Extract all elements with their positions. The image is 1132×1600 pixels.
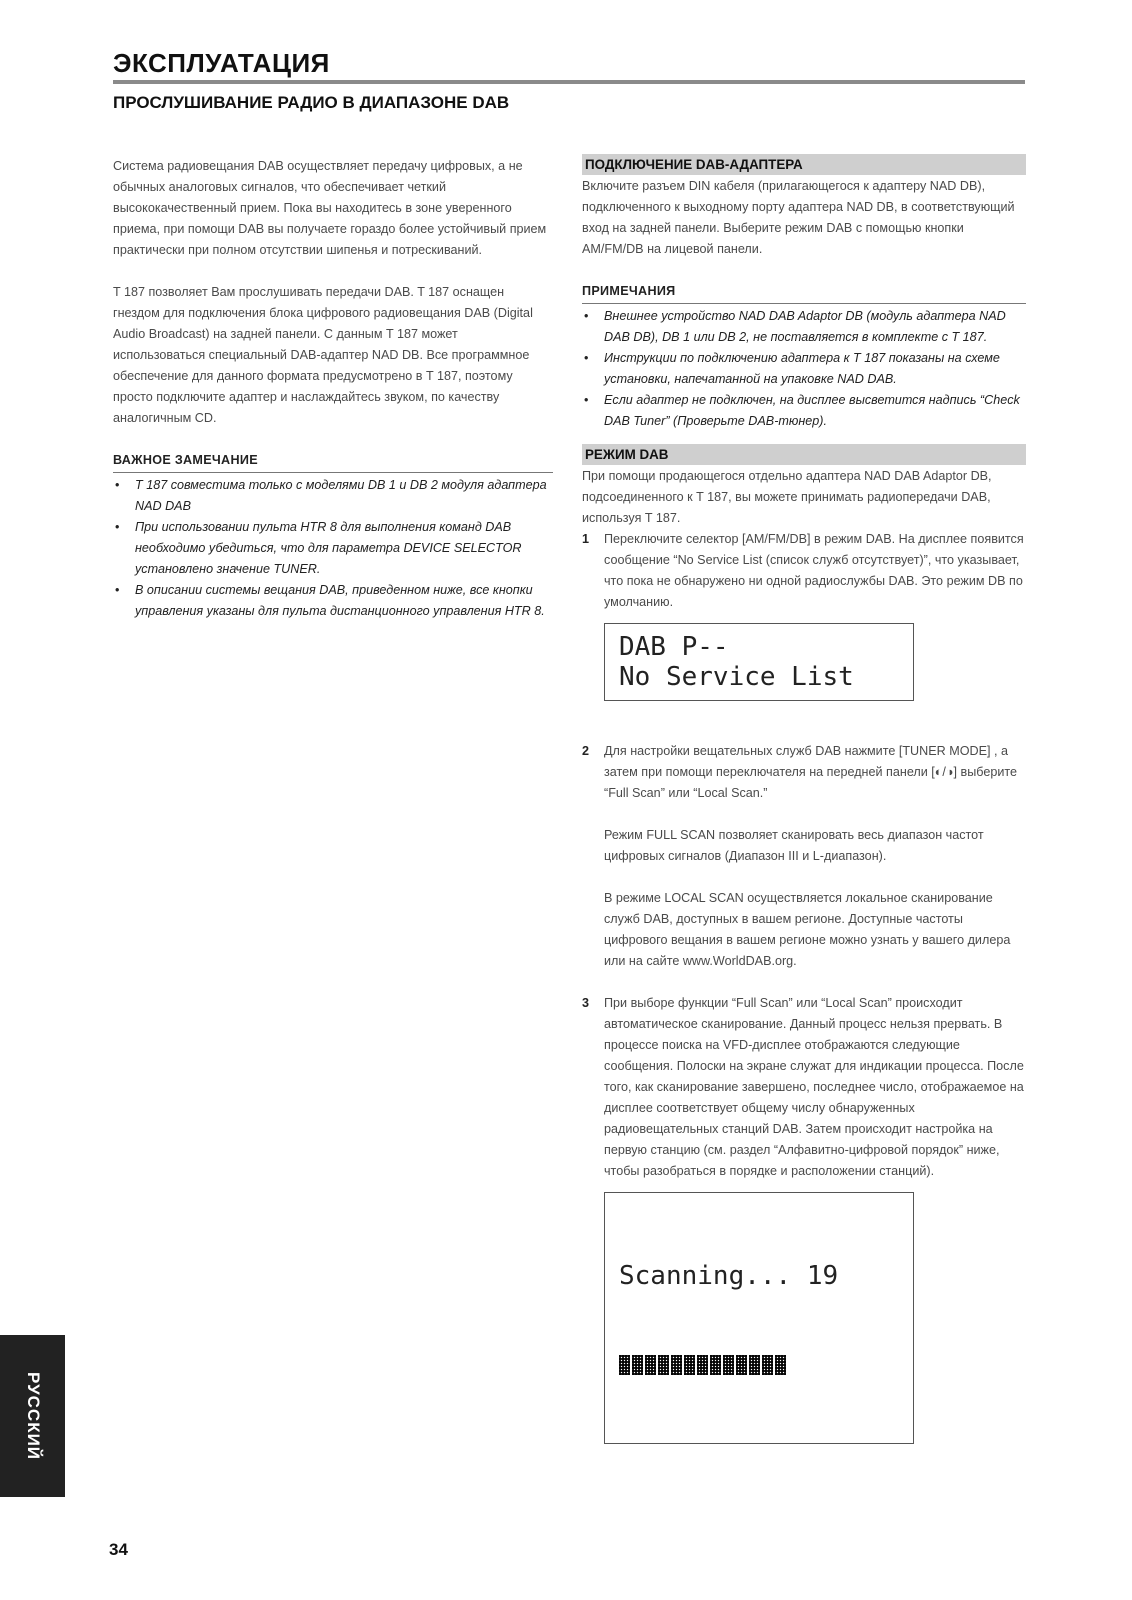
- list-item: • Инструкции по подключению адаптера к T 187 показаны на схеме установки, напечатанной на упаковке NAD DAB.: [584, 351, 1000, 386]
- title-rule: [113, 80, 1025, 84]
- scan-bar-segment: [645, 1355, 656, 1375]
- dab-mode-heading: РЕЖИМ DAB: [582, 444, 1026, 465]
- important-list: [113, 475, 553, 622]
- list-item: • Если адаптер не подключен, на дисплее высветится надпись “Check DAB Tuner” (Проверьте DAB-тюнер).: [584, 393, 1020, 428]
- scan-bar-segment: [684, 1355, 695, 1375]
- full-scan-paragraph: Режим FULL SCAN позволяет сканировать весь диапазон частот цифровых сигналов (Диапазон III и L-диапазон).: [604, 828, 984, 863]
- local-scan-paragraph: В режиме LOCAL SCAN осуществляется локальное сканирование служб DAB, доступных в вашем регионе. Доступные частоты цифрового вещания в вашем регионе можно узнать у вашего дилера или на сайте www.WorldDAB.org.: [604, 891, 1011, 968]
- scan-bar-segment: [697, 1355, 708, 1375]
- list-item: • T 187 совместима только с моделями DB 1 и DB 2 модуля адаптера NAD DAB: [115, 478, 547, 513]
- scan-bar-segment: [671, 1355, 682, 1375]
- scan-bar-segment: [723, 1355, 734, 1375]
- notes-heading: ПРИМЕЧАНИЯ: [582, 281, 1026, 304]
- scan-bar-segment: [762, 1355, 773, 1375]
- connect-heading: ПОДКЛЮЧЕНИЕ DAB-АДАПТЕРА: [582, 154, 1026, 175]
- lcd-display-no-service: DAB P-- No Service List: [604, 623, 914, 701]
- steps-list: [582, 529, 1026, 613]
- section-title: ПРОСЛУШИВАНИЕ РАДИО В ДИАПАЗОНЕ DAB: [113, 93, 510, 112]
- right-column: [582, 154, 1026, 1444]
- step-item: 1 Переключите селектор [AM/FM/DB] в режим DAB. На дисплее появится сообщение “No Service List (список служб отсутствует)”, что указывает, что пока не обнаружено ни одной радиослужбы DAB. Это режим DB по умолчанию.: [582, 532, 1024, 609]
- language-tab: [0, 1335, 65, 1497]
- scan-bar-segment: [658, 1355, 669, 1375]
- scan-bar-segment: [749, 1355, 760, 1375]
- list-item: • В описании системы вещания DAB, приведенном ниже, все кнопки управления указаны для пульта дистанционного управления HTR 8.: [115, 583, 545, 618]
- intro-paragraph: Система радиовещания DAB осуществляет передачу цифровых, а не обычных аналоговых сигналов, что обеспечивает четкий высококачественный прием. Пока вы находитесь в зоне уверенного приема, при помощи DAB вы получаете гораздо более устойчивый прием практически при полном отсутствии шипенья и потрескиваний.: [113, 159, 547, 257]
- step-item: 3 При выборе функции “Full Scan” или “Local Scan” происходит автоматическое сканирование. Данный процесс нельзя прервать. В процессе поиска на VFD-дисплее отображаются следующие сообщения. Полоски на экране служат для индикации процесса. После того, как сканирование завершено, последнее число, отображаемое на дисплее соответствует общему числу обнаруженных радиовещательных станций DAB. Затем происходит настройка на первую станцию (см. раздел “Алфавитно-цифровой порядок” ниже, чтобы разобраться в порядке и расположении станций).: [582, 996, 1024, 1178]
- scan-bar-segment: [775, 1355, 786, 1375]
- step-item: 2 Для настройки вещательных служб DAB нажмите [TUNER MODE] , а затем при помощи переключателя на передней панели [◐/◑] выберите “Full Scan” или “Local Scan.” Режим FULL SCAN позволяет сканировать весь диапазон частот цифровых сигналов (Диапазон III и L-диапазон). В режиме LOCAL SCAN осуществляется локальное сканирование служб DAB, доступных в вашем регионе. Доступные частоты цифрового вещания в вашем регионе можно узнать у вашего дилера или на сайте www.WorldDAB.org.: [582, 741, 1026, 993]
- scan-bar-segment: [632, 1355, 643, 1375]
- important-heading: ВАЖНОЕ ЗАМЕЧАНИЕ: [113, 450, 553, 473]
- language-label: РУССКИЙ: [23, 1371, 43, 1461]
- notes-list: [582, 306, 1026, 432]
- left-column: [113, 156, 553, 622]
- list-item: • Внешнее устройство NAD DAB Adaptor DB (модуль адаптера NAD DAB DB), DB 1 или DB 2, не поставляется в комплекте с T 187.: [584, 309, 1006, 344]
- scan-bar-segment: [710, 1355, 721, 1375]
- page-number: 34: [109, 1540, 128, 1559]
- scan-bar-segment: [619, 1355, 630, 1375]
- list-item: • При использовании пульта HTR 8 для выполнения команд DAB необходимо убедиться, что для параметра DEVICE SELECTOR установлено значение TUNER.: [115, 520, 522, 576]
- scan-bar-segment: [736, 1355, 747, 1375]
- dab-mode-paragraph: При помощи продающегося отдельно адаптера NAD DAB Adaptor DB, подсоединенного к T 187, вы можете принимать радиопередачи DAB, используя T 187.: [582, 469, 992, 525]
- t187-paragraph: T 187 позволяет Вам прослушивать передачи DAB. T 187 оснащен гнездом для подключения блока цифрового радиовещания DAB (Digital Audio Broadcast) на задней панели. С данным T 187 может использоваться специальный DAB-адаптер NAD DB. Все программное обеспечение для данного формата предусмотрено в T 187, поэтому просто подключите адаптер и наслаждайтесь звуком, по качеству аналогичным CD.: [113, 285, 533, 425]
- page-title: ЭКСПЛУАТАЦИЯ: [113, 48, 330, 78]
- scan-progress-bar: [619, 1355, 899, 1375]
- lcd-display-scanning: Scanning... 19: [604, 1192, 914, 1444]
- connect-paragraph: Включите разъем DIN кабеля (прилагающегося к адаптеру NAD DB), подключенного к выходному порту адаптера NAD DB, в соответствующий вход на задней панели. Выберите режим DAB с помощью кнопки AM/FM/DB на лицевой панели.: [582, 179, 1015, 256]
